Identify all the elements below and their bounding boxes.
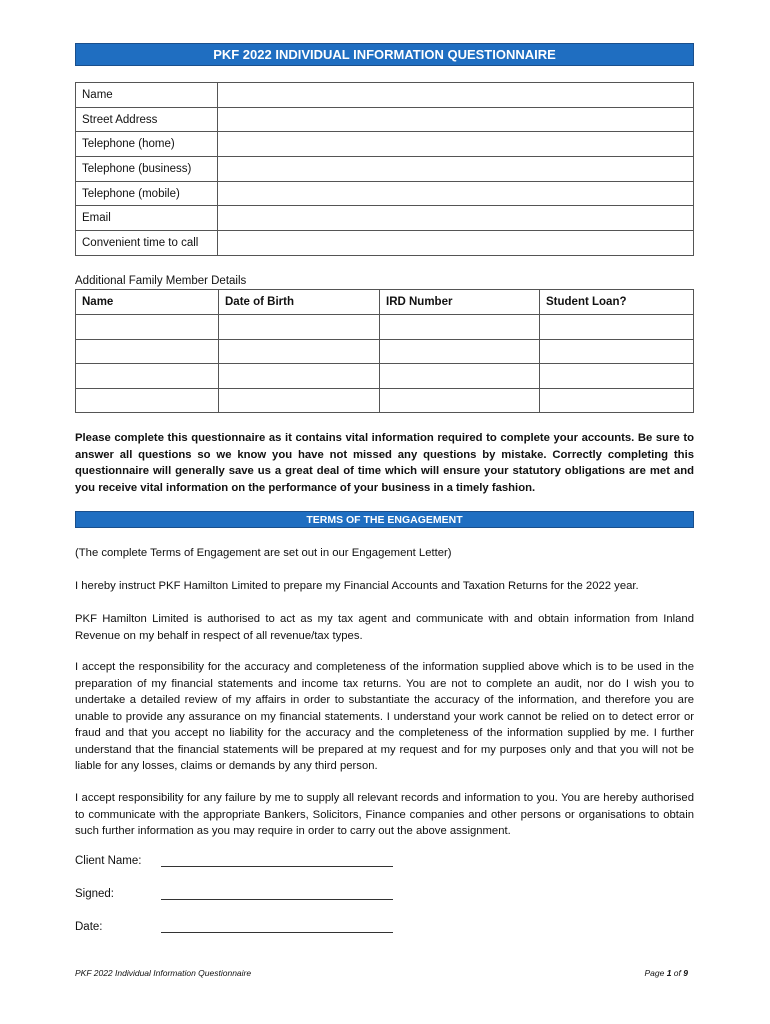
family-dob-cell[interactable] <box>219 339 380 364</box>
footer-document-name: PKF 2022 Individual Information Questionnaire <box>75 968 252 978</box>
info-row-email <box>76 206 694 231</box>
info-row-telephone-business <box>76 157 694 182</box>
family-header-dob: Date of Birth <box>219 290 380 315</box>
info-label: Telephone (business) <box>76 157 218 182</box>
family-ird-cell[interactable] <box>380 315 540 340</box>
date-row <box>75 921 393 933</box>
family-student-loan-cell[interactable] <box>540 388 694 413</box>
terms-paragraph: I accept responsibility for any failure by me to supply all relevant records and information to you. You are hereby authorised to communicate with the appropriate Bankers, Solicitors, Finance companies and other persons or organisations to obtain such further information as you may require in order to carry out the above assignment. <box>75 792 694 837</box>
page-total: 9 <box>683 968 688 978</box>
info-row-name <box>76 83 694 108</box>
family-student-loan-cell[interactable] <box>540 364 694 389</box>
family-table <box>75 289 694 413</box>
family-row <box>76 339 694 364</box>
personal-info-table <box>75 82 694 256</box>
signed-label: Signed: <box>75 888 115 900</box>
family-student-loan-cell[interactable] <box>540 315 694 340</box>
family-header-row <box>76 290 694 315</box>
signed-row <box>75 888 393 900</box>
footer-page-number <box>644 968 688 978</box>
family-header-ird: IRD Number <box>380 290 540 315</box>
info-row-street-address <box>76 107 694 132</box>
family-row <box>76 364 694 389</box>
family-name-cell[interactable] <box>76 315 219 340</box>
info-label: Street Address <box>76 107 218 132</box>
client-name-row <box>75 855 393 867</box>
terms-paragraph: I accept the responsibility for the accuracy and completeness of the information supplied above which is to be used in the preparation of my financial statements and income tax returns. You are not to complete an audit, nor do I wish you to undertake a detailed review of my affairs in order to substantiate the accuracy of the information, and therefore you are unable to provide any assurance on my financial statements. I understand your work cannot be relied on to detect error or fraud and that you accept no liability for the accuracy and the completeness of the information supplied by me. I further understand that the financial statements will be prepared at my request and for my purposes only and that you will not be liable for any losses, claims or demands by any third person. <box>75 661 694 772</box>
terms-paragraph: I hereby instruct PKF Hamilton Limited to prepare my Financial Accounts and Taxation Returns for the 2022 year. <box>75 580 639 592</box>
family-name-cell[interactable] <box>76 364 219 389</box>
terms-paragraph: (The complete Terms of Engagement are set out in our Engagement Letter) <box>75 547 452 559</box>
family-dob-cell[interactable] <box>219 364 380 389</box>
family-ird-cell[interactable] <box>380 364 540 389</box>
family-header-student-loan: Student Loan? <box>540 290 694 315</box>
date-label: Date: <box>75 921 103 933</box>
telephone-mobile-field[interactable] <box>218 181 694 206</box>
terms-heading: TERMS OF THE ENGAGEMENT <box>75 511 694 528</box>
convenient-time-field[interactable] <box>218 231 694 256</box>
family-row <box>76 315 694 340</box>
family-row <box>76 388 694 413</box>
family-caption: Additional Family Member Details <box>75 275 247 287</box>
info-label: Telephone (home) <box>76 132 218 157</box>
page-current: 1 <box>666 968 672 978</box>
info-label: Name <box>76 83 218 108</box>
family-dob-cell[interactable] <box>219 315 380 340</box>
family-dob-cell[interactable] <box>219 388 380 413</box>
signed-line[interactable] <box>161 888 393 900</box>
terms-paragraph: PKF Hamilton Limited is authorised to act as my tax agent and communicate with and obtain information from Inland Revenue on my behalf in respect of all revenue/tax types. <box>75 613 694 642</box>
street-address-field[interactable] <box>218 107 694 132</box>
info-row-telephone-home <box>76 132 694 157</box>
date-line[interactable] <box>161 921 393 933</box>
info-row-convenient-time <box>76 231 694 256</box>
telephone-business-field[interactable] <box>218 157 694 182</box>
family-ird-cell[interactable] <box>380 339 540 364</box>
email-field[interactable] <box>218 206 694 231</box>
name-field[interactable] <box>218 83 694 108</box>
form-title: PKF 2022 INDIVIDUAL INFORMATION QUESTIONNAIRE <box>75 43 694 66</box>
info-label: Telephone (mobile) <box>76 181 218 206</box>
notice-paragraph: Please complete this questionnaire as it contains vital information required to complete your accounts. Be sure to answer all questions so we know you have not missed any questions by mistake. Correctly completing this questionnaire will generally save us a great deal of time which will ensure your statutory obligations are met and you receive vital information on the performance of your business in a timely fashion. <box>75 432 694 494</box>
client-name-line[interactable] <box>161 855 393 867</box>
client-name-label: Client Name: <box>75 855 142 867</box>
family-student-loan-cell[interactable] <box>540 339 694 364</box>
family-header-name: Name <box>76 290 219 315</box>
info-label: Email <box>76 206 218 231</box>
family-ird-cell[interactable] <box>380 388 540 413</box>
family-name-cell[interactable] <box>76 388 219 413</box>
page-prefix: Page <box>644 968 665 978</box>
info-label: Convenient time to call <box>76 231 218 256</box>
page-of: of <box>673 968 681 978</box>
family-name-cell[interactable] <box>76 339 219 364</box>
info-row-telephone-mobile <box>76 181 694 206</box>
telephone-home-field[interactable] <box>218 132 694 157</box>
